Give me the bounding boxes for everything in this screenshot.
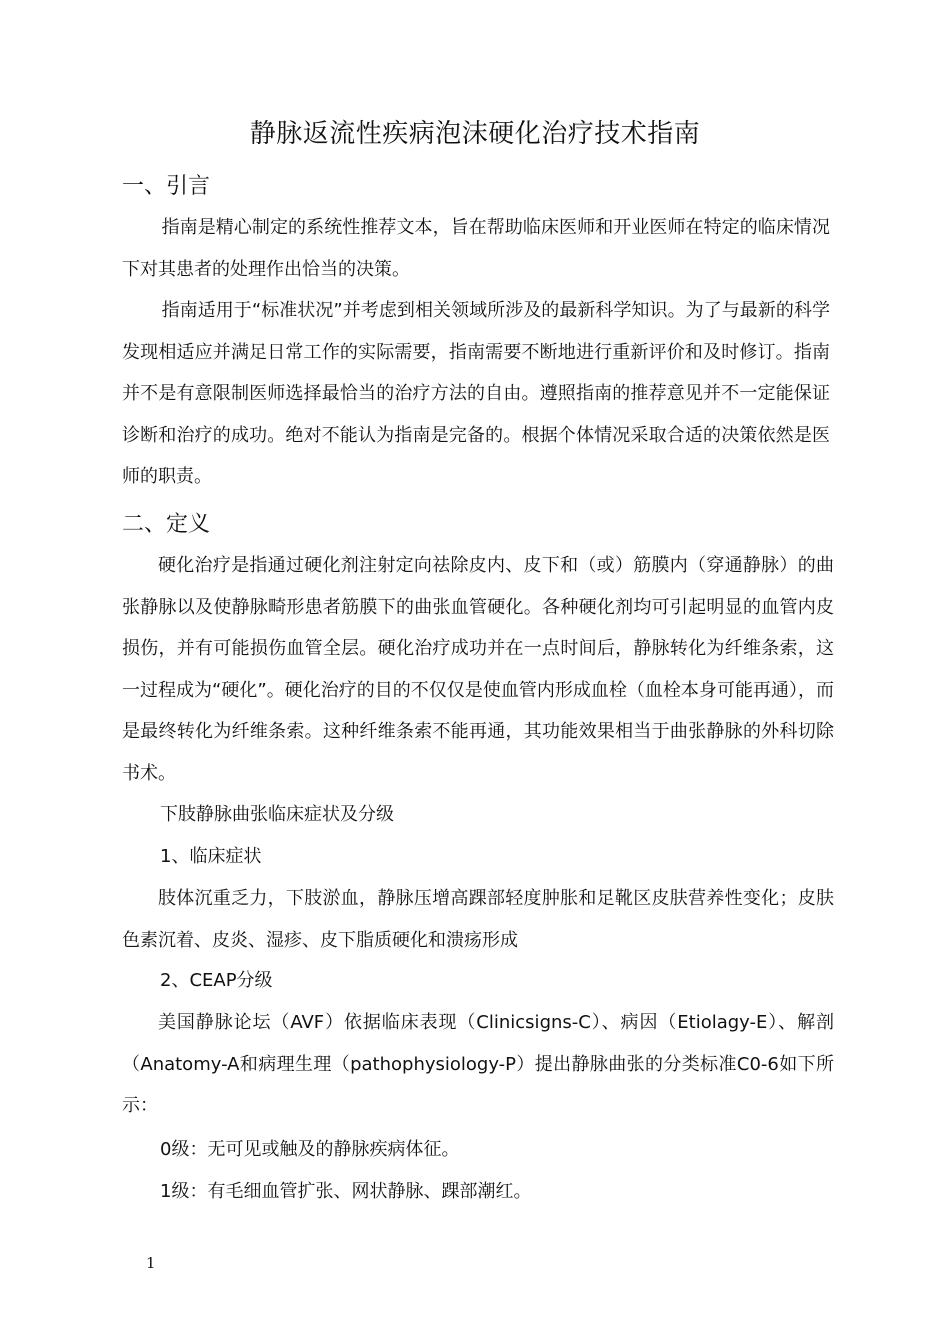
page-number: 1 [146,1254,156,1272]
item-title-ceap: 2、CEAP分级 [160,970,273,991]
paragraph-intro-1: 指南是精心制定的系统性推荐文本，旨在帮助临床医师和开业医师在特定的临床情况下对其患者的处理作出恰当的决策。 [122,217,830,280]
item-title-clinical-symptoms: 1、临床症状 [160,846,262,867]
section-heading-definition: 二、定义 [122,512,211,537]
grade-1-line: 1级：有毛细血管扩张、网状静脉、踝部潮红。 [160,1181,532,1202]
paragraph-ceap: 美国静脉论坛（AVF）依据临床表现（Clinicsigns-C）、病因（Etiolagy-E）、解剖（Anatomy-A和病理生理（pathophysiology-P）提出静脉曲张的分类标准C0-6如下所示： [122,1012,834,1116]
paragraph-intro-2: 指南适用于“标准状况”并考虑到相关领域所涉及的最新科学知识。为了与最新的科学发现相适应并满足日常工作的实际需要，指南需要不断地进行重新评价和及时修订。指南并不是有意限制医师选择最恰当的治疗方法的自由。遵照指南的推荐意见并不一定能保证诊断和治疗的成功。绝对不能认为指南是完备的。根据个体情况采取合适的决策依然是医师的职责。 [122,300,830,487]
document-title: 静脉返流性疾病泡沫硬化治疗技术指南 [249,119,701,149]
paragraph-clinical-symptoms: 肢体沉重乏力，下肢淤血，静脉压增高踝部轻度肿胀和足靴区皮肤营养性变化；皮肤色素沉着、皮炎、湿疹、皮下脂质硬化和溃疡形成 [122,888,834,951]
paragraph-definition: 硬化治疗是指通过硬化剂注射定向祛除皮内、皮下和（或）筋膜内（穿通静脉）的曲张静脉以及使静脉畸形患者筋膜下的曲张血管硬化。各种硬化剂均可引起明显的血管内皮损伤，并有可能损伤血管全层。硬化治疗成功并在一点时间后，静脉转化为纤维条索，这一过程成为“硬化”。硬化治疗的目的不仅仅是使血管内形成血栓（血栓本身可能再通），而是最终转化为纤维条索。这种纤维条索不能再通，其功能效果相当于曲张静脉的外科切除书术。 [122,555,834,784]
grade-0-line: 0级：无可见或触及的静脉疾病体征。 [160,1139,460,1160]
section-heading-introduction: 一、引言 [122,174,211,199]
subheading-clinical-grading: 下肢静脉曲张临床症状及分级 [160,804,394,825]
